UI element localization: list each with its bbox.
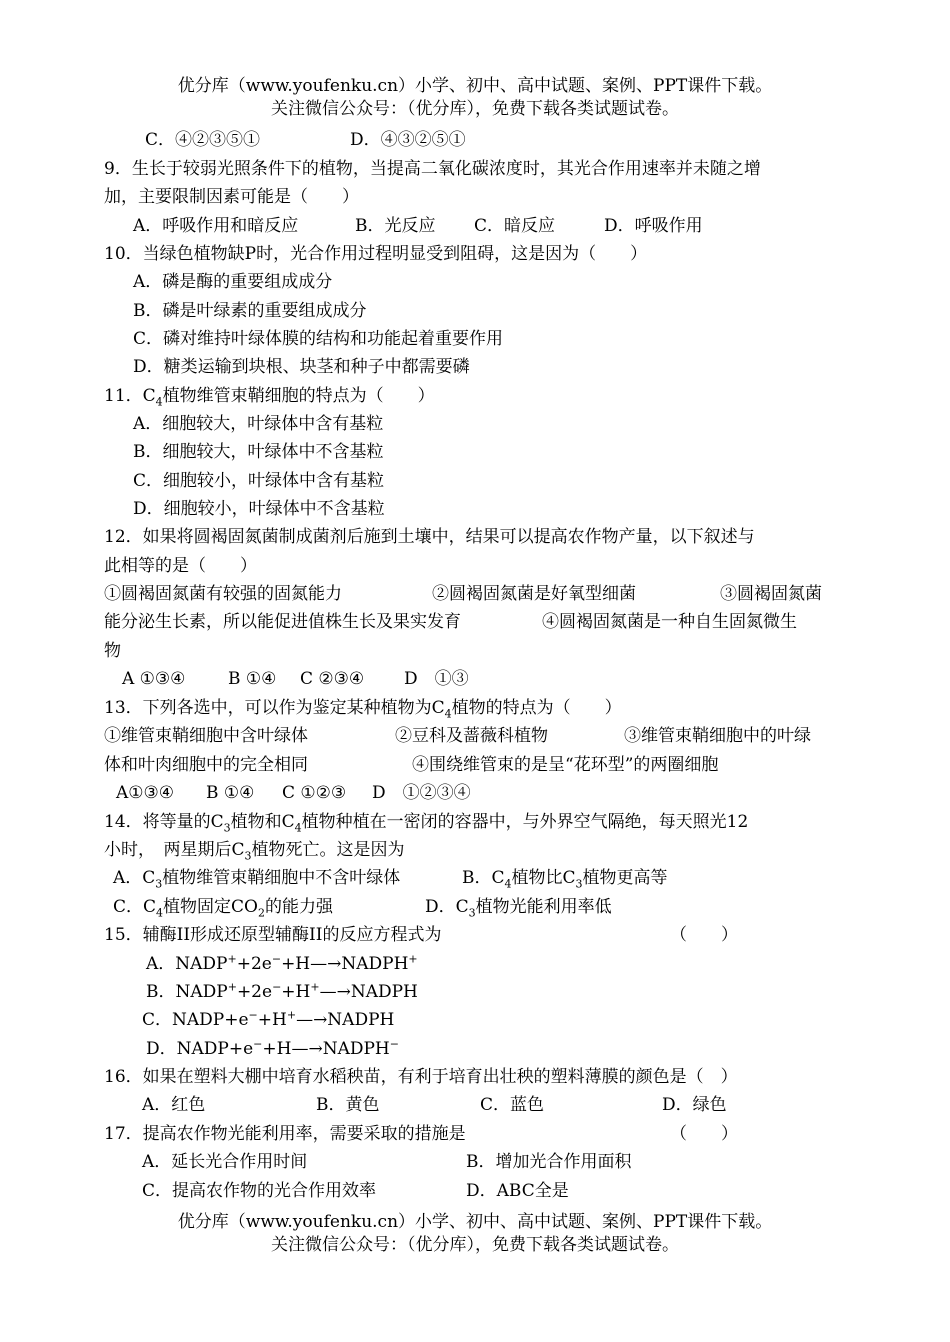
q16-option-d: D．绿色	[662, 1095, 727, 1115]
q16-option-c: C．蓝色	[480, 1095, 545, 1115]
q9-option-d: D．呼吸作用	[604, 216, 703, 236]
header-line-1: 优分库（www.youfenku.cn）小学、初中、高中试题、案例、PPT课件下载。	[177, 76, 773, 96]
q17-option-a: A．延长光合作用时间	[142, 1152, 308, 1172]
q9-stem-line-1: 9．生长于较弱光照条件下的植物，当提高二氧化碳浓度时，其光合作用速率并未随之增	[104, 159, 761, 179]
q17-answer-paren: （ ）	[670, 1124, 738, 1144]
q12-statement-4-cont: 物	[104, 641, 121, 661]
q11-option-d: D．细胞较小，叶绿体中不含基粒	[133, 499, 385, 519]
q16-option-b: B．黄色	[316, 1095, 380, 1115]
q10-option-a: A．磷是酶的重要组成成分	[133, 272, 333, 292]
q9-option-b: B．光反应	[355, 216, 436, 236]
q14-option-a: A．$C_3$植物维管束鞘细胞中不含叶绿体	[113, 868, 401, 891]
q11-stem: 11．$C_4$植物维管束鞘细胞的特点为（ ）	[104, 386, 435, 409]
q11-option-b: B．细胞较大，叶绿体中不含基粒	[133, 442, 384, 462]
q12-option-c: C ②③④	[300, 669, 365, 689]
q15-option-d: D．NADP+e−+H—→NADPH−	[146, 1037, 399, 1059]
q14-stem-line-2: 小时， 两星期后$C_3$植物死亡。这是因为	[104, 840, 405, 863]
q13-statement-4: ④围绕维管束的是呈“花环型”的两圈细胞	[412, 755, 719, 775]
q9-option-c: C．暗反应	[474, 216, 556, 236]
q14-option-b: B．$C_4$植物比$C_3$植物更高等	[462, 868, 668, 891]
q8-option-c: C．④②③⑤①	[145, 130, 261, 150]
q14-option-c: C．$C_4$植物固定$CO_2$的能力强	[113, 897, 333, 920]
q13-statement-3-cont: 体和叶肉细胞中的完全相同	[104, 755, 308, 775]
q12-stem-line-2: 此相等的是（ ）	[104, 556, 257, 576]
footer-line-1: 优分库（www.youfenku.cn）小学、初中、高中试题、案例、PPT课件下载。	[177, 1212, 773, 1232]
q13-option-c: C ①②③	[282, 783, 347, 803]
q9-option-a: A．呼吸作用和暗反应	[133, 216, 299, 236]
q12-option-b: B ①④	[228, 669, 277, 689]
q11-option-c: C．细胞较小，叶绿体中含有基粒	[133, 471, 385, 491]
q12-statement-3: ③圆褐固氮菌	[720, 584, 822, 604]
q14-option-d: D．$C_3$植物光能利用率低	[425, 897, 612, 920]
q14-stem-line-1: 14．将等量的$C_3$植物和$C_4$植物种植在一密闭的容器中，与外界空气隔绝，每天照光12	[104, 812, 749, 835]
q12-option-d: D ①③	[404, 669, 469, 689]
q15-answer-paren: （ ）	[670, 925, 738, 945]
q16-option-a: A．红色	[142, 1095, 206, 1115]
q15-option-c: C．NADP+e−+H+—→NADPH	[142, 1008, 395, 1030]
q17-option-d: D．ABC全是	[466, 1181, 569, 1201]
q13-stem: 13．下列各选中，可以作为鉴定某种植物为$C_4$植物的特点为（ ）	[104, 698, 622, 721]
q15-option-b: B．NADP++2e−+H+—→NADPH	[146, 980, 418, 1002]
q13-statement-1: ①维管束鞘细胞中含叶绿体	[104, 726, 308, 746]
q17-stem: 17．提高农作物光能利用率，需要采取的措施是	[104, 1124, 466, 1144]
q13-statement-3: ③维管束鞘细胞中的叶绿	[624, 726, 811, 746]
footer-line-2: 关注微信公众号：（优分库），免费下载各类试题试卷。	[271, 1235, 679, 1255]
q12-stem-line-1: 12．如果将圆褐固氮菌制成菌剂后施到土壤中，结果可以提高农作物产量，以下叙述与	[104, 527, 755, 547]
q17-option-c: C．提高农作物的光合作用效率	[142, 1181, 377, 1201]
q15-option-a: A．NADP++2e−+H—→NADPH+	[146, 952, 418, 974]
q17-option-b: B．增加光合作用面积	[466, 1152, 632, 1172]
q10-option-d: D．糖类运输到块根、块茎和种子中都需要磷	[133, 357, 470, 377]
q10-option-c: C．磷对维持叶绿体膜的结构和功能起着重要作用	[133, 329, 504, 349]
q12-statement-1: ①圆褐固氮菌有较强的固氮能力	[104, 584, 342, 604]
q12-option-a: A ①③④	[122, 669, 186, 689]
q10-stem: 10．当绿色植物缺P时，光合作用过程明显受到阻碍，这是因为（ ）	[104, 244, 648, 264]
q16-stem: 16．如果在塑料大棚中培育水稻秧苗，有利于培育出壮秧的塑料薄膜的颜色是（ ）	[104, 1067, 738, 1087]
q13-option-b: B ①④	[206, 783, 255, 803]
q12-statement-4: ④圆褐固氮菌是一种自生固氮微生	[542, 612, 797, 632]
q8-option-d: D．④③②⑤①	[350, 130, 466, 150]
q15-stem: 15．辅酶II形成还原型辅酶II的反应方程式为	[104, 925, 442, 945]
q13-statement-2: ②豆科及蔷薇科植物	[395, 726, 548, 746]
q13-option-d: D ①②③④	[372, 783, 471, 803]
q12-statement-2: ②圆褐固氮菌是好氧型细菌	[432, 584, 636, 604]
q9-stem-line-2: 加，主要限制因素可能是（ ）	[104, 187, 359, 207]
q12-statement-3-cont: 能分泌生长素，所以能促进值株生长及果实发育	[104, 612, 461, 632]
q10-option-b: B．磷是叶绿素的重要组成成分	[133, 301, 367, 321]
header-line-2: 关注微信公众号：（优分库），免费下载各类试题试卷。	[271, 99, 679, 119]
q13-option-a: A①③④	[116, 783, 174, 803]
q11-option-a: A．细胞较大，叶绿体中含有基粒	[133, 414, 384, 434]
